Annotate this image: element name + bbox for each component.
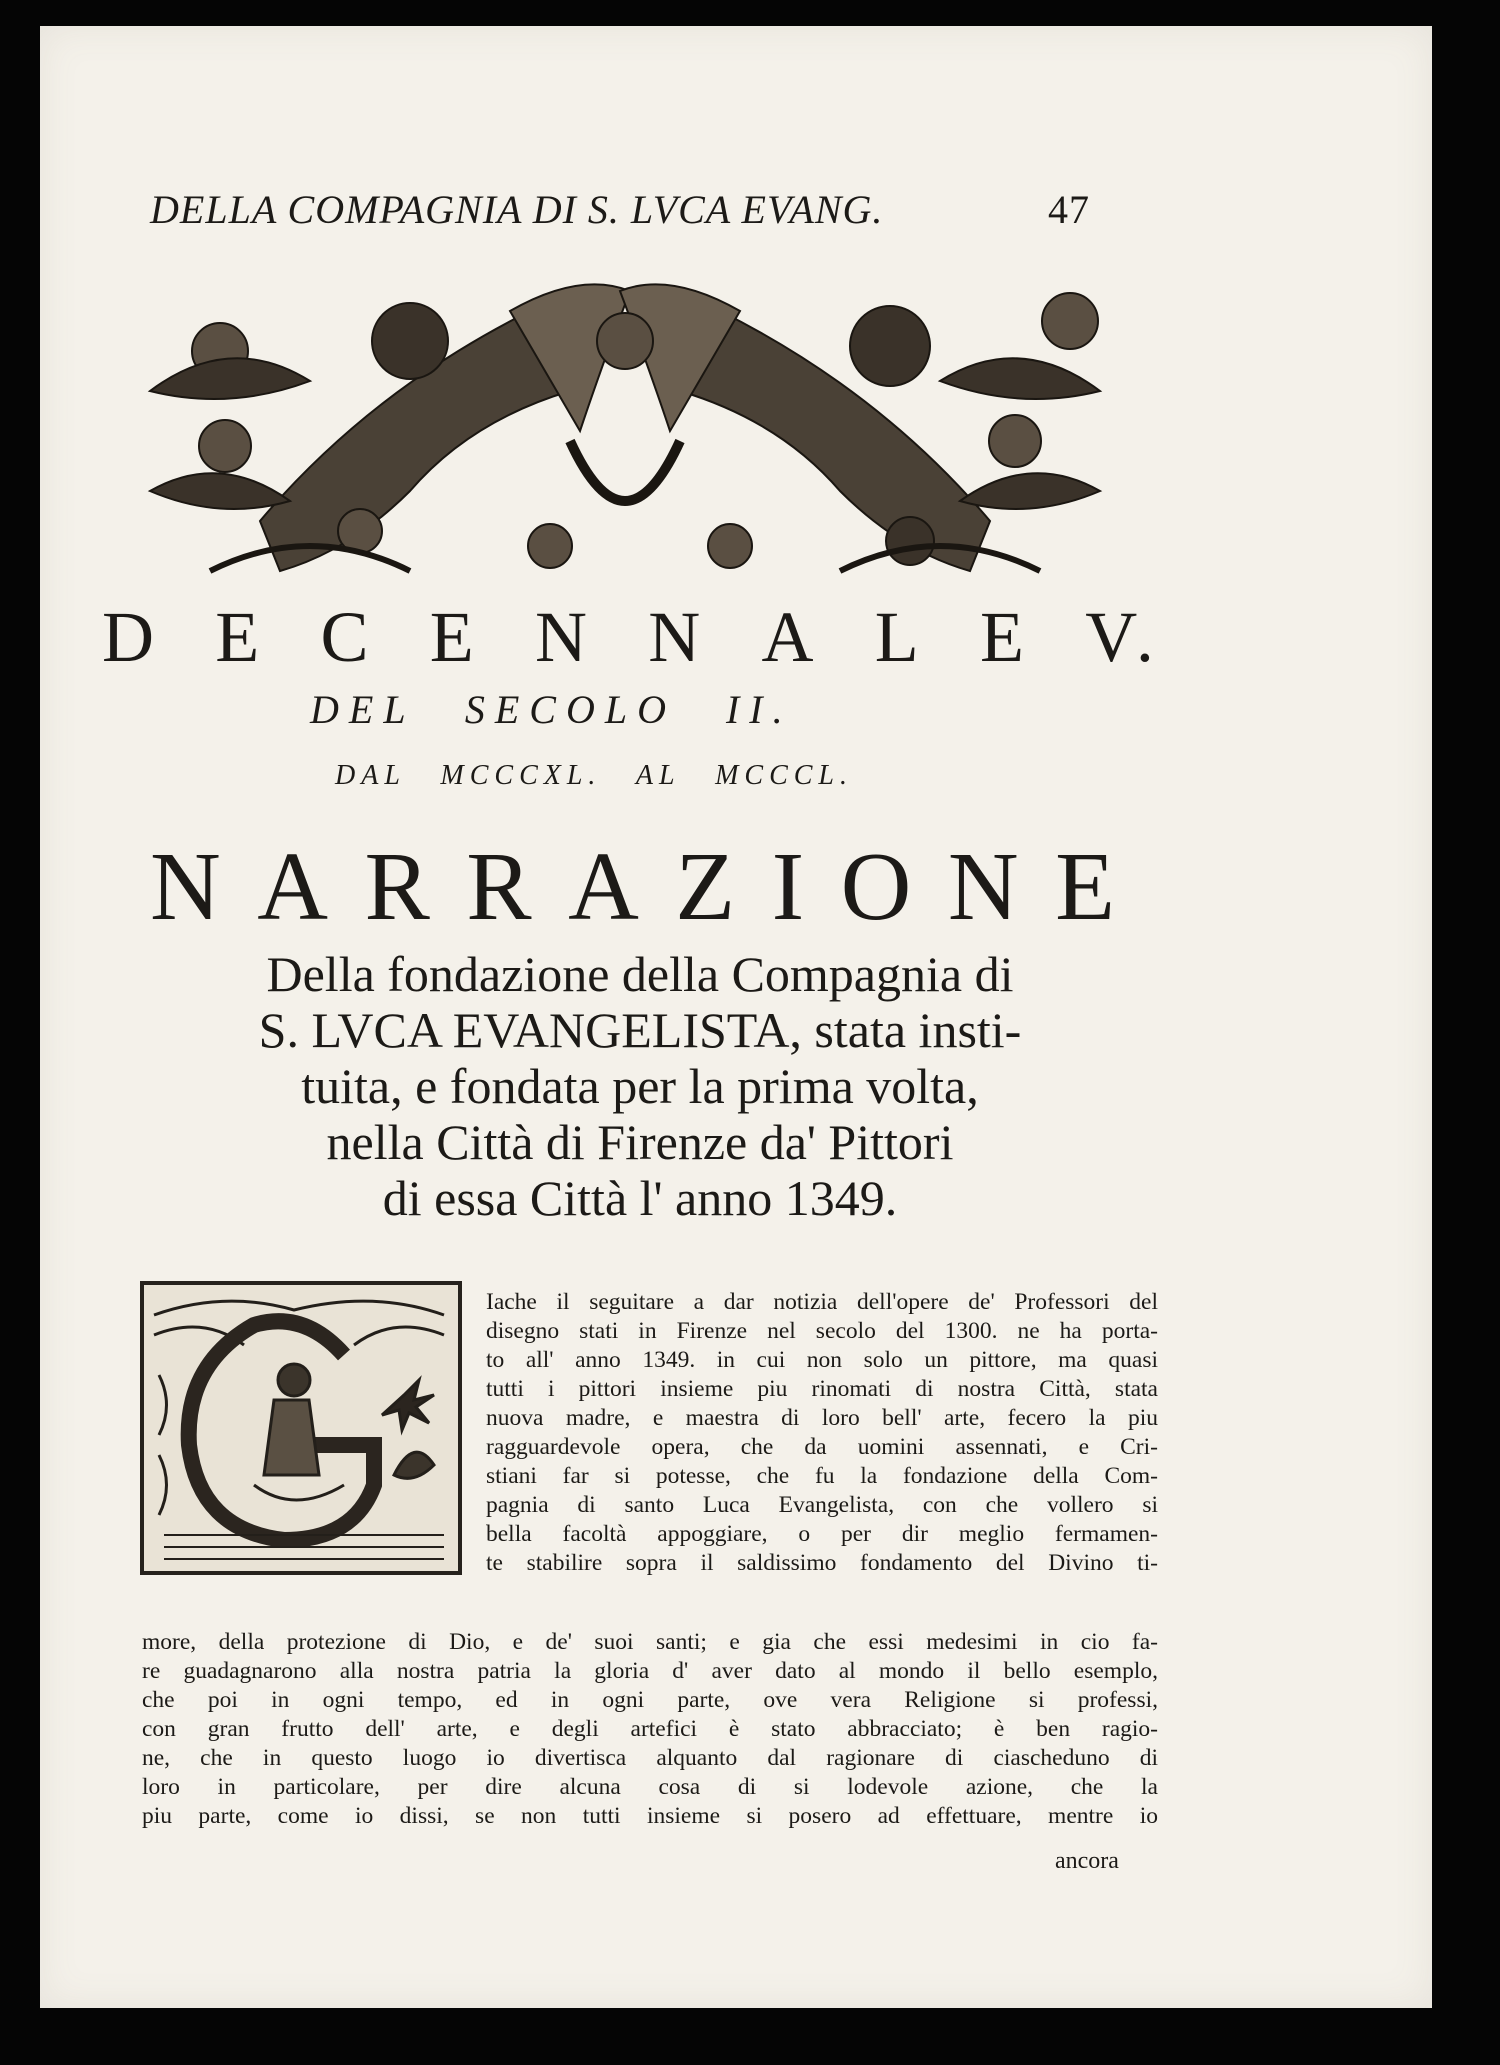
heading-letter: E [1055,833,1120,941]
body-line: te stabilire sopra il saldissimo fondamento del Divino ti- [486,1550,1158,1576]
heading-letter: A [568,833,644,941]
heading-letter: R [364,833,435,941]
body-line: ragguardevole opera, che da uomini assennati, e Cri- [486,1434,1158,1460]
heading-letter: A [257,833,333,941]
body-line: stiani far si potesse, che fu la fondazione della Com- [486,1463,1158,1489]
date-range-heading: DAL MCCCXL. AL MCCCL. [335,760,854,791]
body-line: nuova madre, e maestra di loro bell' arte, fecero la piu [486,1405,1158,1431]
body-line: con gran frutto dell' arte, e degli artefici è stato abbracciato; è ben ragio- [142,1716,1158,1742]
heading-letter: V. [1085,597,1162,677]
heading-letter: O [840,833,917,941]
body-text-full-width [142,1628,1158,1831]
catchword: ancora [1055,1848,1119,1874]
subtitle-line: di essa Città l' anno 1349. [382,1170,898,1226]
heading-letter: Z [675,833,741,941]
heading-letter: C [320,597,377,677]
book-page [40,26,1432,2008]
subtitle-line: Della fondazione della Compagnia di [266,946,1014,1002]
page-number: 47 [1048,187,1090,232]
heading-letter: I [771,833,810,941]
heading-letter: L [874,597,927,677]
heading-letter: A [761,597,822,677]
cornucopia-headpiece-ornament [110,271,1140,591]
running-head [150,186,1090,233]
body-line: to all' anno 1349. in cui non solo un pittore, ma quasi [486,1347,1158,1373]
body-line: bella facoltà appoggiare, o per dir meglio fermamen- [486,1521,1158,1547]
body-line: piu parte, come io dissi, se non tutti insieme si posero ad effettuare, mentre io [142,1803,1158,1829]
running-head-title: DELLA COMPAGNIA DI S. LVCA EVANG. [150,187,884,232]
heading-letter: N [648,597,709,677]
body-line: ne, che in questo luogo io divertisca alquanto dal ragionare di ciascheduno di [142,1745,1158,1771]
decorated-initial-g [140,1281,462,1575]
heading-letter: N [947,833,1024,941]
heading-letter: D [102,597,162,677]
subtitle-line: S. LVCA EVANGELISTA, stata insti- [258,1002,1022,1058]
body-line: tutti i pittori insieme piu rinomati di nostra Città, stata [486,1376,1158,1402]
subtitle-line: nella Città di Firenze da' Pittori [326,1114,954,1170]
heading-letter: E [979,597,1032,677]
body-line: more, della protezione di Dio, e de' suoi santi; e gia che essi medesimi in cio fa- [142,1629,1158,1655]
subtitle-line: tuita, e fondata per la prima volta, [301,1058,979,1114]
heading-letter: E [429,597,482,677]
body-line: re guadagnarono alla nostra patria la gloria d' aver dato al mondo il bello esemplo, [142,1658,1158,1684]
heading-letter: R [466,833,537,941]
decennale-heading [102,596,1162,679]
heading-letter: E [215,597,268,677]
narrazione-heading [150,831,1120,943]
body-line: Iache il seguitare a dar notizia dell'opere de' Professori del [486,1289,1158,1315]
secolo-heading: DEL SECOLO II. [310,687,793,732]
body-line: che poi in ogni tempo, ed in ogni parte, ove vera Religione si professi, [142,1687,1158,1713]
body-line: disegno stati in Firenze nel secolo del 1300. ne ha porta- [486,1318,1158,1344]
narrazione-subtitle [140,946,1140,1226]
woodcut-initial-illustration [144,1285,458,1571]
body-text-indented [486,1288,1158,1578]
heading-letter: N [535,597,595,677]
heading-letter: N [150,833,226,941]
body-line: pagnia di santo Luca Evangelista, con che vollero si [486,1492,1158,1518]
body-line: loro in particolare, per dire alcuna cosa di si lodevole azione, che la [142,1774,1158,1800]
